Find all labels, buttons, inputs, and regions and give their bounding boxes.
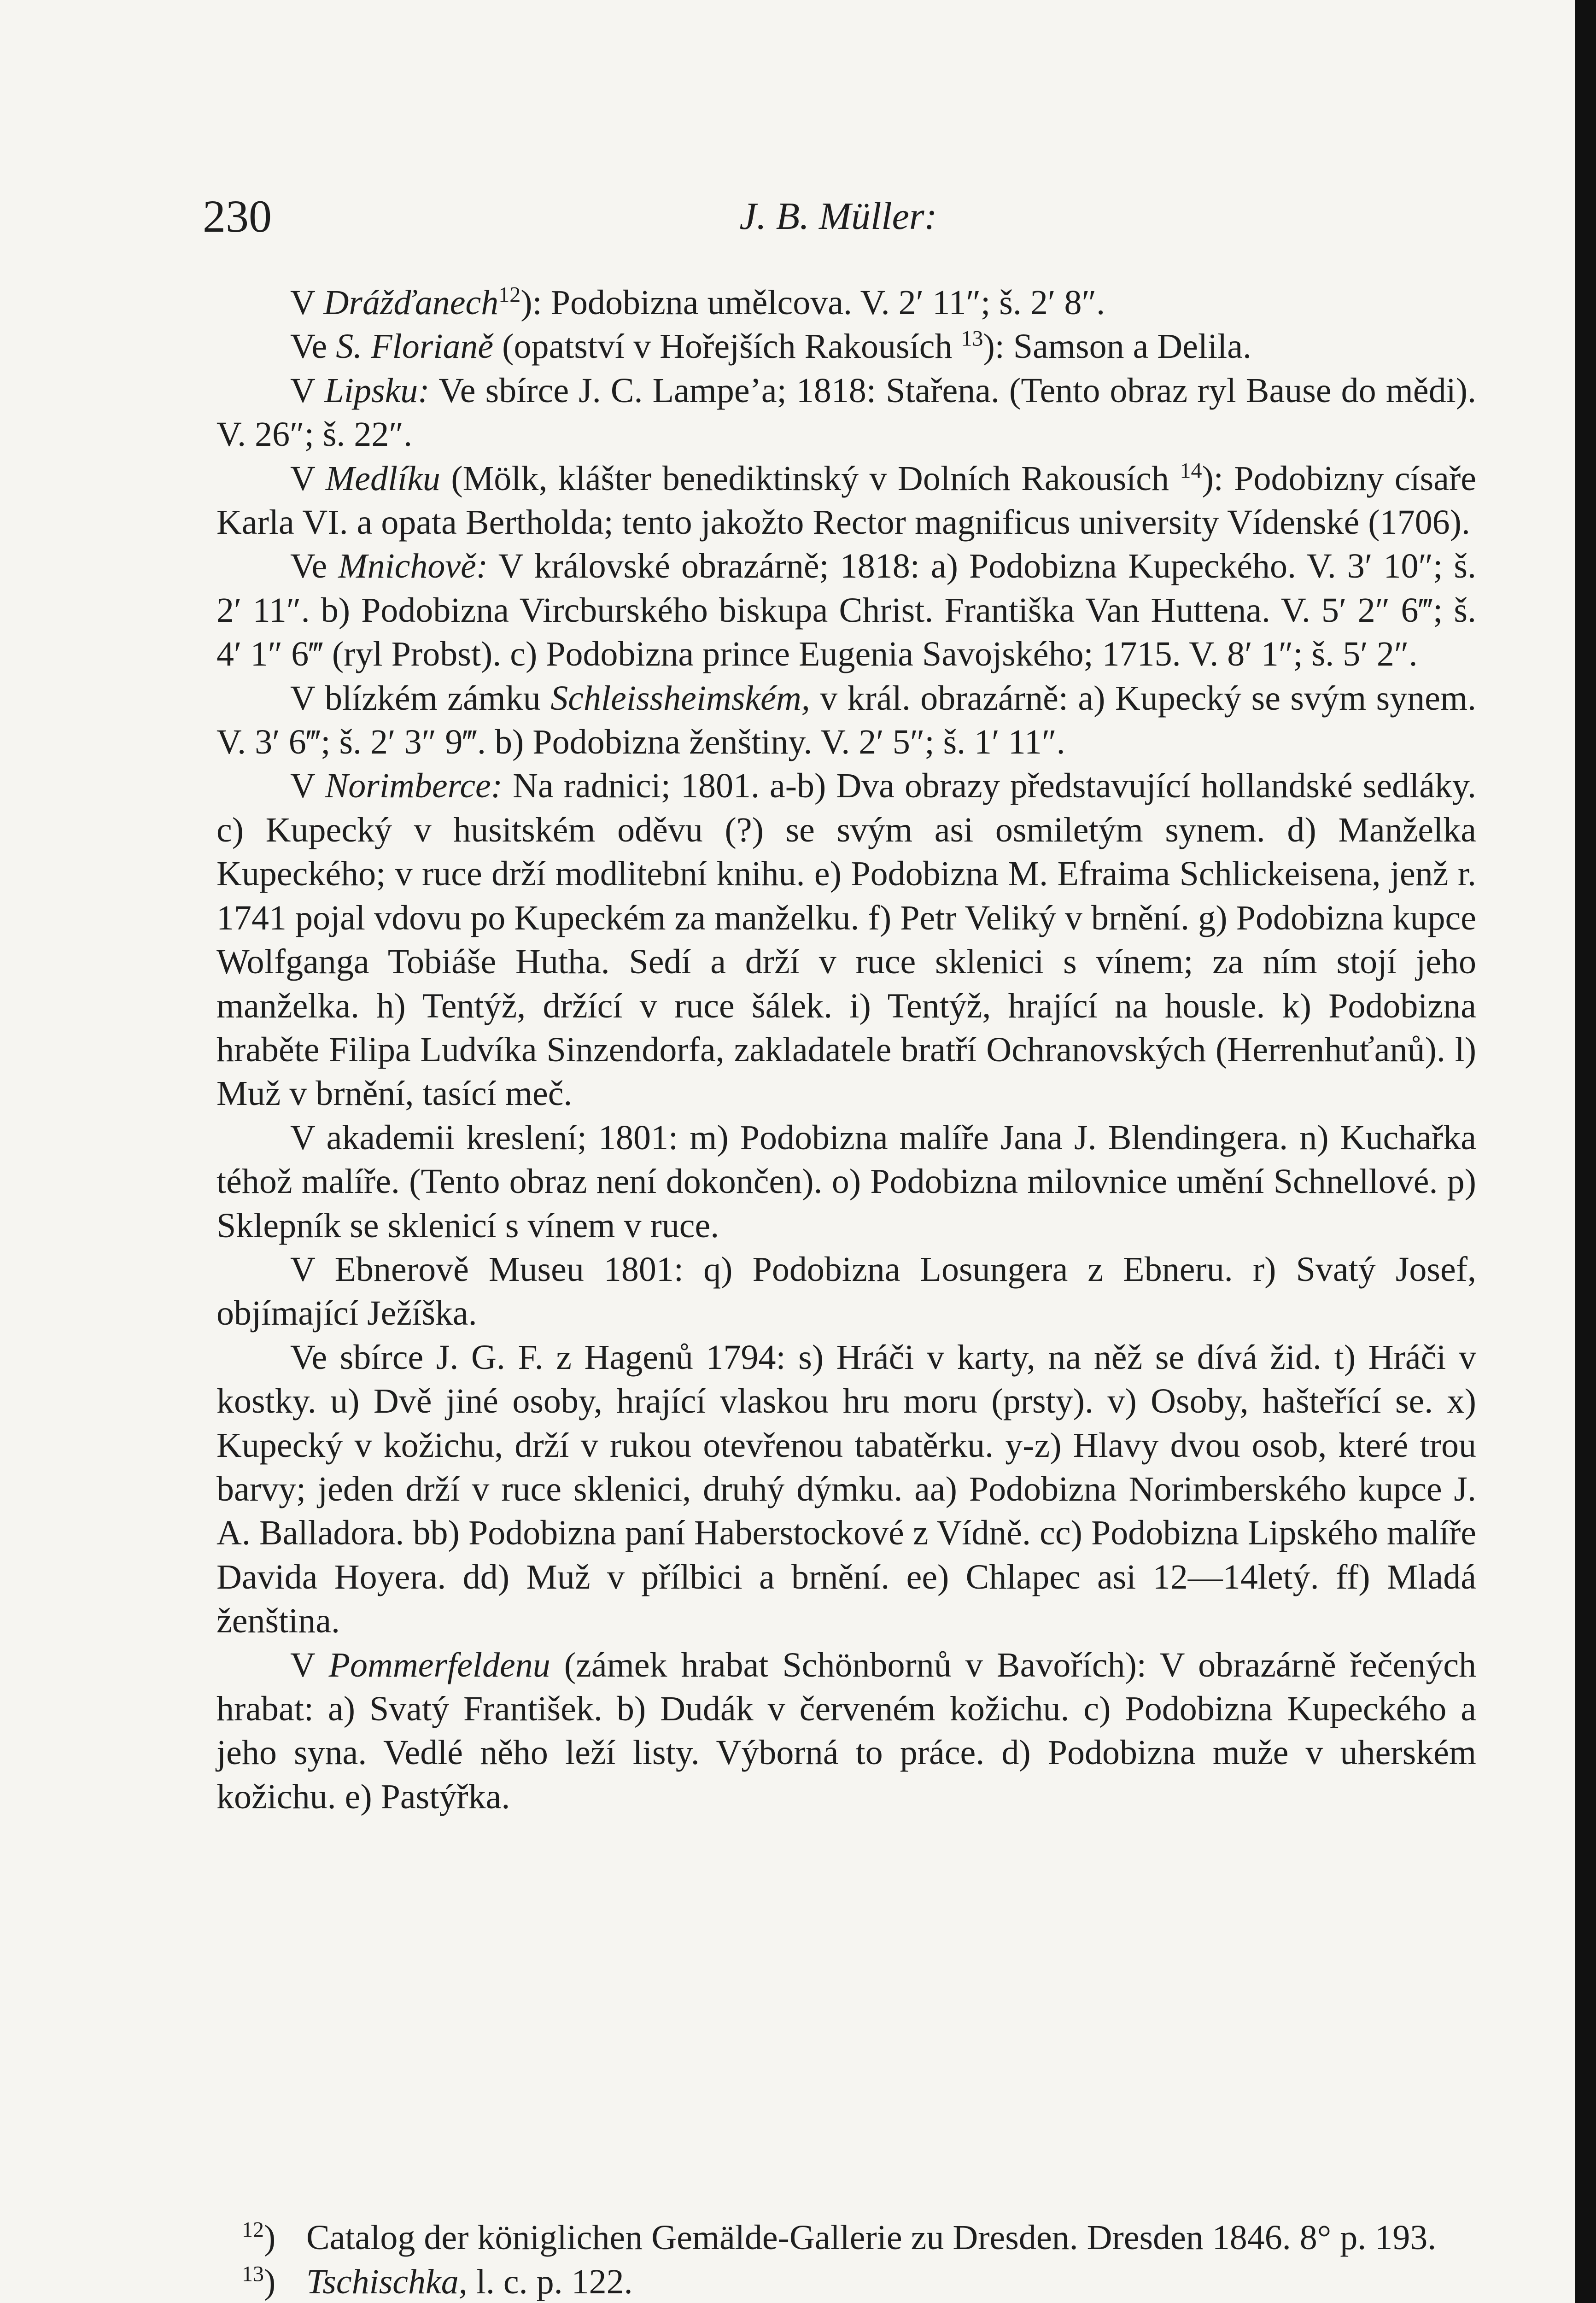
page-header [203,189,1474,244]
footnote-ref: 12 [498,282,521,307]
page-number: 230 [203,191,272,242]
footnote-text: Catalog der königlichen Gemälde-Gallerie zu Dresden. Dresden 1846. 8° p. 193. [306,2218,1437,2257]
body-text [216,281,1476,1819]
running-head: J. B. Müller: [739,195,937,238]
place-name: Norimberce: [325,766,503,806]
place-name: Mnichově: [338,547,488,586]
paragraph-ebner-museum: V Ebnerově Museu 1801: q) Podobizna Losungera z Ebneru. r) Svatý Josef, objímající Ježíška. [216,1250,1476,1333]
paragraph-dresden: V Drážďanech$^{12}$): Podobizna umělcova. V. 2′ 11″; š. 2′ 8″. [290,282,1105,322]
footnote-mark: $^{12}$) [242,2217,276,2257]
footnote-12 [242,2215,1476,2260]
paragraph-st-florian: Ve S. Florianě (opatství v Hořejších Rakousích $^{13}$): Samson a Delila. [290,327,1251,366]
paragraph-nuremberg: V Norimberce: Na radnici; 1801. a-b) Dva obrazy představující hollandské sedláky. c) Kupecký v husitském oděvu (?) se svým asi osmiletým synem. d) Manželka Kupeckého; v ruce drží modlitební knihu. e) Podobizna M. Efraima Schlickeisena, jenž r. 1741 pojal vdovu po Kupeckém za manželku. f) Petr Veliký v brnění. g) Podobizna kupce Wolfganga Tobiáše Hutha. Sedí a drží v ruce sklenici s vínem; za ním stojí jeho manželka. h) Tentýž, držící v ruce šálek. i) Tentýž, hrající na housle. k) Podobizna hraběte Filipa Ludvíka Sinzendorfa, zakladatele bratří Ochranovských (Herrenhuťanů). l) Muž v brnění, tasící meč. [216,766,1476,1113]
place-name: Pommerfeldenu [328,1645,550,1684]
place-name: S. Florianě [336,327,494,366]
paragraph-melk: V Medlíku (Mölk, klášter benediktinský v Dolních Rakousích $^{14}$): Podobizny císaře Karla VI. a opata Bertholda; tento jakožto Rector magnificus university Vídenské (1706). [216,458,1476,542]
scan-edge [1575,0,1596,2303]
paragraph-academy: V akademii kreslení; 1801: m) Podobizna malíře Jana J. Blendingera. n) Kuchařka téhož malíře. (Tento obraz není dokončen). o) Podobizna milovnice umění Schnellové. p) Sklepník se sklenicí s vínem v ruce. [216,1118,1476,1245]
place-name: Drážďanech [323,283,499,322]
footnote-13 [242,2260,1476,2303]
paragraph-hagen-collection: Ve sbírce J. G. F. z Hagenů 1794: s) Hráči v karty, na něž se dívá žid. t) Hráči v kostky. u) Dvě jiné osoby, hrající vlaskou hru moru (prsty). v) Osoby, hašteřící se. x) Kupecký v kožichu, drží v rukou otevřenou tabatěrku. y-z) Hlavy dvou osob, které trou barvy; jeden drží v ruce sklenici, druhý dýmku. aa) Podobizna Norimberského kupce J. A. Balladora. bb) Podobizna paní Haberstockové z Vídně. cc) Podobizna Lipského malíře Davida Hoyera. dd) Muž v přílbici a brnění. ee) Chlapec asi 12—14letý. ff) Mladá ženština. [216,1338,1476,1641]
footnote-ref: 14 [1180,458,1202,483]
footnote-author: Tschischka, [306,2262,468,2301]
paragraph-leipzig: V Lipsku: Ve sbírce J. C. Lampe’a; 1818: Stařena. (Tento obraz ryl Bause do mědi). V. 26″; š. 22″. [216,371,1476,454]
paragraph-pommersfelden: V Pommerfeldenu (zámek hrabat Schönbornů v Bavořích): V obrazárně řečených hrabat: a) Svatý František. b) Dudák v červeném kožichu. c) Podobizna Kupeckého a jeho syna. Vedlé něho leží listy. Výborná to práce. d) Podobizna muže v uherském kožichu. e) Pastýřka. [216,1645,1476,1816]
footnotes [242,2215,1476,2303]
footnote-ref: 13 [961,327,983,351]
place-name: Schleissheimském, [550,678,810,718]
footnote-mark: $^{13}$) [242,2262,276,2301]
place-name: Lipsku: [324,371,430,410]
paragraph-munich: Ve Mnichově: V královské obrazárně; 1818: a) Podobizna Kupeckého. V. 3′ 10″; š. 2′ 11″. b) Podobizna Vircburského biskupa Christ. Františka Van Huttena. V. 5′ 2″ 6‴; š. 4′ 1″ 6‴ (ryl Probst). c) Podobizna prince Eugenia Savojského; 1715. V. 8′ 1″; š. 5′ 2″. [216,547,1476,674]
place-name: Medlíku [325,459,440,498]
paragraph-schleissheim: V blízkém zámku Schleissheimském, v král. obrazárně: a) Kupecký se svým synem. V. 3′ 6‴; š. 2′ 3″ 9‴. b) Podobizna ženštiny. V. 2′ 5″; š. 1′ 11″. [216,678,1476,762]
footnote-text: l. c. p. 122. [467,2262,633,2301]
